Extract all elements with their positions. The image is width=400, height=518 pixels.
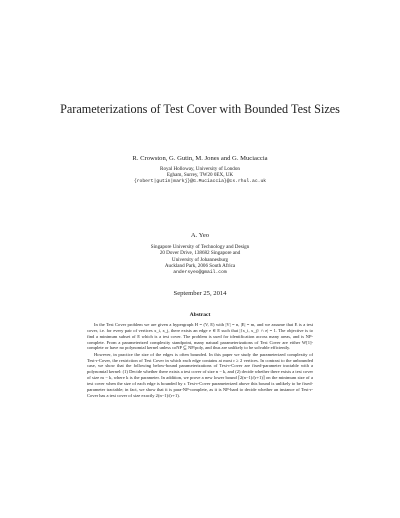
abstract-paragraph-1: In the Test Cover problem we are given a hypergraph H = (V, E) with |V| = n, |E| = m, and we assume that E is a test cover, i.e. for every pair of vertices x_i, x_j, there exists an edge e ∈ E such that |{x_i, x_j} ∩ e| = 1. The objective is to find a minimum subset of E which is a test cover. The problem is used for identification across many areas, and is NP-complete. From a parameterized complexity standpoint, many natural parameterizations of Test Cover are either W[1]-complete or have no polynomial kernel unless coNP ⊆ NP/poly, and thus are unlikely to be solvable efficiently. bbox=[87, 322, 313, 351]
affiliation-1-line-2: Egham, Surrey, TW20 0EX, UK bbox=[166, 172, 234, 179]
abstract-paragraph-2: However, in practice the size of the edges is often bounded. In this paper we study the parameterized complexity of Test-r-Cover, the restriction of Test Cover in which each edge contains at most r ≥ 2 vertices. In contrast to the unbounded case, we show that the following below-bound parameterizations of Test-r-Cover are fixed-parameter tractable with a polynomial kernel: (1) Decide whether there exists a test cover of size n − k, and (2) decide whether there exists a test cover of size m − k, where k is the parameter. In addition, we prove a new lower bound ⌈2(n−1)/(r+1)⌉ on the minimum size of a test cover when the size of each edge is bounded by r. Test-r-Cover parameterized above this bound is unlikely to be fixed-parameter tractable; in fact, we show that it is para-NP-complete, as it is NP-hard to decide whether an instance of Test-r-Cover has a test cover of size exactly 2(n−1)/(r+1). bbox=[87, 351, 313, 398]
affiliation-2-line-2: 20 Dover Drive, 138682 Singapore and bbox=[159, 250, 241, 257]
abstract-heading: Abstract bbox=[189, 312, 211, 318]
affiliation-2-email: andersyeo@gmail.com bbox=[173, 269, 227, 275]
authors-group-1: R. Crowston, G. Gutin, M. Jones and G. Muciaccia bbox=[132, 155, 268, 162]
affiliation-2-line-3: University of Johannesburg bbox=[171, 256, 229, 263]
abstract-body bbox=[87, 322, 313, 398]
author-2: A. Yeo bbox=[190, 232, 210, 239]
affiliation-1 bbox=[0, 166, 400, 185]
paper-date: September 25, 2014 bbox=[173, 290, 227, 297]
affiliation-1-line-1: Royal Holloway, University of London bbox=[160, 166, 240, 172]
affiliation-1-email: {robert|gutin|markj}@G.Muciaccia}@cs.rhul.ac.uk bbox=[133, 178, 267, 184]
paper-title: Parameterizations of Test Cover with Bounded Test Sizes bbox=[60, 102, 340, 116]
affiliation-2-line-1: Singapore University of Technology and Design bbox=[150, 244, 250, 250]
affiliation-2 bbox=[0, 244, 400, 276]
affiliation-2-line-4: Auckland Park, 2006 South Africa bbox=[164, 263, 236, 270]
